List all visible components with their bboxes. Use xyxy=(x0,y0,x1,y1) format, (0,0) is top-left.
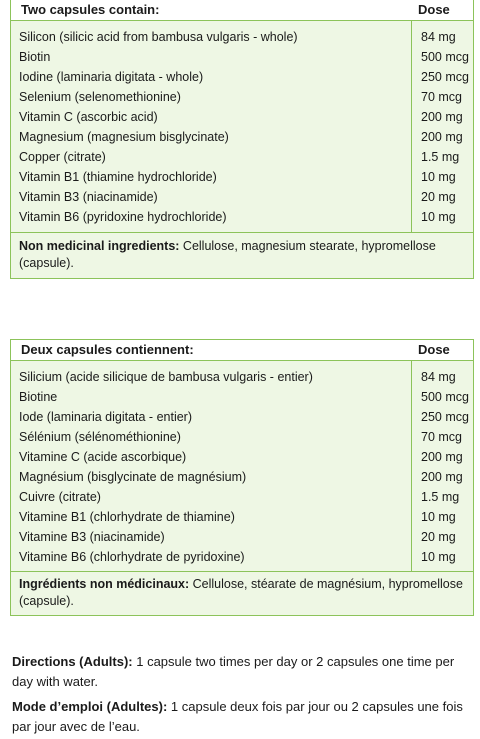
ingredient-name: Biotine xyxy=(19,390,58,404)
table-row xyxy=(11,67,473,87)
ingredient-name: Sélénium (sélénométhionine) xyxy=(19,430,181,444)
directions-fr-text: 1 capsule deux fois par jour ou 2 capsules une fois par jour avec de l’eau. xyxy=(12,699,463,734)
ingredient-name: Cuivre (citrate) xyxy=(19,490,101,504)
ingredient-dose: 500 mcg xyxy=(421,50,469,64)
table-row xyxy=(11,87,473,107)
directions-en xyxy=(12,652,468,692)
ingredient-dose: 250 mcg xyxy=(421,70,469,84)
ingredient-dose: 10 mg xyxy=(421,510,456,524)
ingredient-dose: 1.5 mg xyxy=(421,150,460,164)
directions-fr-label: Mode d’emploi (Adultes): xyxy=(12,699,168,714)
ingredient-name: Vitamin B3 (niacinamide) xyxy=(19,190,158,204)
row-separator xyxy=(11,571,473,572)
ingredient-name: Vitamin C (ascorbic acid) xyxy=(19,110,158,124)
ingredients-table-en xyxy=(10,0,474,279)
non-medicinal-label: Non medicinal ingredients: xyxy=(19,239,180,253)
ingredient-dose: 10 mg xyxy=(421,210,456,224)
table-header xyxy=(11,340,473,361)
table-row xyxy=(11,107,473,127)
ingredient-name: Vitamine B6 (chlorhydrate de pyridoxine) xyxy=(19,550,245,564)
ingredient-name: Vitamine C (acide ascorbique) xyxy=(19,450,187,464)
table-row xyxy=(11,507,473,527)
ingredient-name: Iode (laminaria digitata - entier) xyxy=(19,410,192,424)
table-row xyxy=(11,27,473,47)
ingredients-table-fr xyxy=(10,339,474,616)
table-title: Two capsules contain: xyxy=(21,2,160,17)
ingredient-name: Vitamine B3 (niacinamide) xyxy=(19,530,165,544)
ingredient-name: Magnesium (magnesium bisglycinate) xyxy=(19,130,229,144)
ingredient-dose: 200 mg xyxy=(421,130,463,144)
ingredient-name: Vitamine B1 (chlorhydrate de thiamine) xyxy=(19,510,235,524)
ingredient-dose: 200 mg xyxy=(421,110,463,124)
table-row xyxy=(11,207,473,227)
ingredient-dose: 1.5 mg xyxy=(421,490,460,504)
ingredient-dose: 20 mg xyxy=(421,530,456,544)
ingredient-dose: 200 mg xyxy=(421,470,463,484)
non-medicinal-ingredients xyxy=(19,238,465,272)
non-medicinal-text: Cellulose, stéarate de magnésium, hypromellose (capsule). xyxy=(19,577,463,608)
table-row xyxy=(11,47,473,67)
table-row xyxy=(11,527,473,547)
row-separator xyxy=(11,232,473,233)
table-header xyxy=(11,0,473,21)
ingredient-dose: 10 mg xyxy=(421,170,456,184)
ingredient-dose: 500 mcg xyxy=(421,390,469,404)
table-row xyxy=(11,167,473,187)
ingredient-dose: 10 mg xyxy=(421,550,456,564)
directions-en-text: 1 capsule two times per day or 2 capsules one time per day with water. xyxy=(12,654,455,689)
table-row xyxy=(11,147,473,167)
table-row xyxy=(11,487,473,507)
non-medicinal-text: Cellulose, magnesium stearate, hypromellose (capsule). xyxy=(19,239,436,270)
non-medicinal-ingredients xyxy=(19,576,465,610)
ingredient-dose: 70 mcg xyxy=(421,90,462,104)
ingredient-name: Copper (citrate) xyxy=(19,150,106,164)
ingredient-dose: 84 mg xyxy=(421,370,456,384)
ingredient-dose: 20 mg xyxy=(421,190,456,204)
ingredient-name: Vitamin B6 (pyridoxine hydrochloride) xyxy=(19,210,227,224)
table-row xyxy=(11,367,473,387)
directions-en-label: Directions (Adults): xyxy=(12,654,133,669)
non-medicinal-label: Ingrédients non médicinaux: xyxy=(19,577,190,591)
ingredient-dose: 250 mcg xyxy=(421,410,469,424)
table-row xyxy=(11,407,473,427)
ingredient-name: Vitamin B1 (thiamine hydrochloride) xyxy=(19,170,217,184)
ingredient-name: Iodine (laminaria digitata - whole) xyxy=(19,70,204,84)
table-row xyxy=(11,127,473,147)
ingredient-name: Silicium (acide silicique de bambusa vulgaris - entier) xyxy=(19,370,313,384)
ingredient-dose: 70 mcg xyxy=(421,430,462,444)
ingredient-name: Magnésium (bisglycinate de magnésium) xyxy=(19,470,247,484)
directions-fr xyxy=(12,697,468,737)
ingredient-dose: 200 mg xyxy=(421,450,463,464)
table-row xyxy=(11,467,473,487)
table-row xyxy=(11,187,473,207)
ingredient-name: Selenium (selenomethionine) xyxy=(19,90,181,104)
table-row xyxy=(11,427,473,447)
table-row xyxy=(11,547,473,567)
ingredient-dose: 84 mg xyxy=(421,30,456,44)
dose-column-header: Dose xyxy=(418,2,450,17)
table-title: Deux capsules contiennent: xyxy=(21,342,194,357)
dose-column-header: Dose xyxy=(418,342,450,357)
ingredient-name: Biotin xyxy=(19,50,51,64)
ingredient-name: Silicon (silicic acid from bambusa vulgaris - whole) xyxy=(19,30,298,44)
table-row xyxy=(11,387,473,407)
table-row xyxy=(11,447,473,467)
